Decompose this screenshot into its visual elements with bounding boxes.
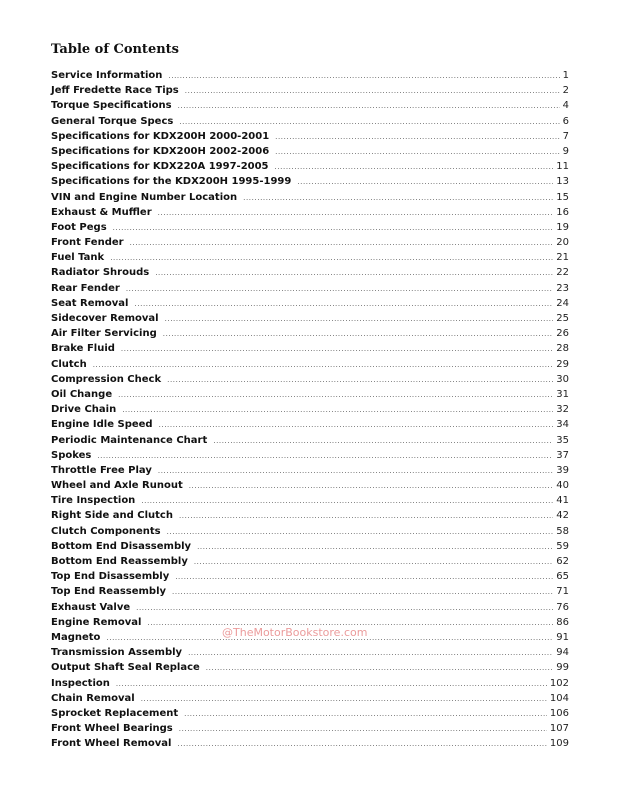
toc-dot-leader	[184, 707, 547, 722]
toc-entry-label: Bottom End Reassembly	[51, 556, 188, 567]
toc-entry[interactable]	[51, 584, 569, 599]
toc-entry[interactable]	[51, 265, 569, 280]
toc-entry-page-number: 6	[562, 115, 569, 127]
toc-entry[interactable]	[51, 402, 569, 417]
toc-entry[interactable]	[51, 554, 569, 569]
watermark: @TheMotorBookstore.com	[222, 626, 368, 639]
toc-entry-page-number: 32	[556, 404, 569, 416]
toc-entry-label: Bottom End Disassembly	[51, 540, 192, 552]
toc-entry[interactable]	[51, 372, 569, 387]
toc-entry[interactable]	[51, 463, 569, 478]
toc-entry[interactable]	[51, 220, 569, 235]
toc-entry-label: Front Wheel Bearings	[51, 723, 173, 735]
toc-entry-page-number: 1	[562, 70, 569, 81]
toc-dot-leader	[121, 342, 553, 357]
toc-dot-leader	[175, 570, 553, 585]
toc-entry-page-number: 9	[562, 145, 569, 157]
toc-entry-label: Jeff Fredette Race Tips	[51, 85, 179, 97]
toc-dot-leader	[113, 221, 554, 236]
toc-entry-page-number: 26	[556, 328, 569, 340]
toc-entry-page-number: 7	[562, 130, 569, 142]
toc-entry-label: Top End Disassembly	[51, 571, 170, 583]
toc-entry-page-number: 19	[556, 221, 569, 233]
toc-entry-page-number: 107	[549, 723, 569, 735]
toc-entry-page-number: 20	[556, 237, 569, 249]
toc-entry-label: Exhaust Valve	[51, 601, 131, 613]
toc-entry-page-number: 65	[556, 571, 569, 583]
toc-entry-label: Clutch	[51, 358, 87, 370]
toc-entry-page-number: 59	[556, 540, 569, 552]
toc-entry[interactable]	[51, 448, 569, 463]
toc-entry-label: Tire Inspection	[51, 495, 136, 507]
toc-dot-leader	[275, 130, 559, 145]
toc-entry[interactable]	[51, 387, 569, 402]
toc-entry-page-number: 23	[556, 282, 569, 294]
toc-entry-page-number: 91	[556, 631, 569, 643]
toc-dot-leader	[159, 418, 554, 433]
toc-dot-leader	[179, 115, 559, 130]
toc-entry-label: Right Side and Clutch	[51, 510, 173, 522]
toc-entry-page-number: 37	[556, 449, 569, 461]
toc-entry-label: Sidecover Removal	[51, 313, 159, 324]
toc-entry-label: Output Shaft Seal Replace	[51, 662, 200, 674]
toc-entry[interactable]	[51, 326, 569, 341]
toc-entry-page-number: 71	[556, 586, 569, 598]
toc-entry-label: Specifications for KDX220A 1997-2005	[51, 161, 269, 173]
toc-dot-leader	[167, 373, 553, 388]
toc-entry-label: Throttle Free Play	[51, 464, 152, 476]
toc-entry-page-number: 86	[556, 616, 569, 628]
toc-entry[interactable]	[51, 144, 569, 159]
toc-entry-label: Specifications for the KDX200H 1995-1999	[51, 176, 292, 188]
toc-dot-leader	[141, 494, 553, 509]
toc-entry-label: Specifications for KDX200H 2002-2006	[51, 145, 270, 157]
toc-dot-leader	[136, 601, 553, 616]
toc-entry-label: Rear Fender	[51, 282, 120, 294]
toc-entry-page-number: 62	[556, 556, 569, 567]
toc-entry[interactable]	[51, 341, 569, 356]
toc-entry[interactable]	[51, 68, 569, 83]
toc-entry-page-number: 34	[556, 419, 569, 431]
toc-entry-page-number: 22	[556, 267, 569, 279]
toc-dot-leader	[213, 434, 553, 449]
toc-dot-leader	[110, 251, 553, 266]
toc-entry-label: Specifications for KDX200H 2000-2001	[51, 130, 270, 142]
toc-entry-page-number: 41	[556, 495, 569, 507]
toc-entry-page-number: 104	[549, 692, 569, 704]
toc-entry-label: Chain Removal	[51, 692, 135, 704]
toc-entry[interactable]	[51, 721, 569, 736]
toc-dot-leader	[243, 191, 553, 206]
toc-entry[interactable]	[51, 296, 569, 311]
toc-dot-leader	[163, 327, 554, 342]
toc-dot-leader	[297, 175, 553, 190]
toc-entry-page-number: 39	[556, 464, 569, 476]
toc-entry-label: Oil Change	[51, 388, 113, 400]
toc-entry-label: Transmission Assembly	[51, 647, 183, 659]
toc-dot-leader	[141, 692, 547, 707]
page-title: Table of Contents	[51, 42, 179, 57]
toc-entry-label: Clutch Components	[51, 525, 161, 537]
toc-entry-label: Sprocket Replacement	[51, 707, 179, 719]
toc-entry-label: Radiator Shrouds	[51, 267, 150, 279]
toc-entry-page-number: 25	[556, 313, 569, 324]
toc-dot-leader	[275, 160, 554, 175]
toc-dot-leader	[185, 84, 560, 99]
toc-entry-page-number: 11	[556, 161, 569, 173]
toc-entry-label: General Torque Specs	[51, 115, 174, 127]
toc-entry-page-number: 40	[556, 480, 569, 492]
toc-dot-leader	[197, 540, 553, 555]
toc-entry-page-number: 31	[556, 388, 569, 400]
toc-dot-leader	[155, 266, 553, 281]
toc-entry-page-number: 15	[556, 191, 569, 203]
toc-entry[interactable]	[51, 645, 569, 660]
toc-dot-leader	[189, 479, 554, 494]
toc-entry-label: Drive Chain	[51, 404, 117, 416]
toc-dot-leader	[168, 69, 559, 84]
toc-dot-leader	[165, 312, 554, 327]
toc-entry[interactable]	[51, 478, 569, 493]
toc-dot-leader	[130, 236, 554, 251]
toc-entry-page-number: 21	[556, 252, 569, 264]
toc-entry[interactable]	[51, 235, 569, 250]
toc-entry[interactable]	[51, 676, 569, 691]
toc-entry-page-number: 30	[556, 373, 569, 385]
toc-entry-page-number: 58	[556, 525, 569, 537]
toc-dot-leader	[172, 585, 553, 600]
toc-entry[interactable]	[51, 660, 569, 675]
toc-entry[interactable]	[51, 159, 569, 174]
toc-entry-label: VIN and Engine Number Location	[51, 191, 238, 203]
toc-entry[interactable]	[51, 205, 569, 220]
toc-entry[interactable]	[51, 311, 569, 326]
toc-entry[interactable]	[51, 524, 569, 539]
toc-entry-label: Front Wheel Removal	[51, 738, 172, 750]
toc-dot-leader	[116, 677, 547, 692]
toc-entry-label: Spokes	[51, 449, 92, 461]
toc-dot-leader	[97, 449, 553, 464]
toc-entry[interactable]	[51, 539, 569, 554]
toc-entry[interactable]	[51, 493, 569, 508]
toc-dot-leader	[275, 145, 559, 160]
toc-entry[interactable]	[51, 417, 569, 432]
toc-entry-label: Exhaust & Muffler	[51, 206, 152, 218]
toc-list	[51, 68, 569, 751]
toc-entry[interactable]	[51, 83, 569, 98]
toc-dot-leader	[118, 388, 553, 403]
toc-entry-page-number: 76	[556, 601, 569, 613]
toc-dot-leader	[206, 661, 553, 676]
toc-entry-page-number: 29	[556, 358, 569, 370]
toc-dot-leader	[179, 509, 553, 524]
toc-entry-page-number: 109	[549, 738, 569, 750]
toc-dot-leader	[122, 403, 553, 418]
toc-dot-leader	[158, 206, 554, 221]
toc-entry-label: Inspection	[51, 677, 110, 689]
toc-entry-label: Foot Pegs	[51, 221, 107, 233]
toc-entry-label: Torque Specifications	[51, 100, 172, 112]
toc-entry-label: Brake Fluid	[51, 343, 115, 355]
toc-entry-page-number: 42	[556, 510, 569, 522]
toc-dot-leader	[179, 722, 547, 737]
toc-entry-page-number: 24	[556, 297, 569, 309]
toc-entry[interactable]	[51, 691, 569, 706]
toc-dot-leader	[167, 525, 554, 540]
toc-entry-page-number: 106	[549, 707, 569, 719]
toc-dot-leader	[158, 464, 553, 479]
toc-entry-label: Front Fender	[51, 237, 124, 249]
toc-entry-page-number: 102	[549, 677, 569, 689]
toc-entry-label: Air Filter Servicing	[51, 328, 157, 340]
toc-entry-page-number: 2	[562, 85, 569, 97]
toc-entry[interactable]	[51, 98, 569, 113]
toc-entry-label: Engine Removal	[51, 616, 142, 628]
toc-entry-label: Top End Reassembly	[51, 586, 167, 598]
toc-entry-label: Magneto	[51, 631, 101, 643]
toc-entry[interactable]	[51, 508, 569, 523]
toc-entry-page-number: 16	[556, 206, 569, 218]
toc-entry[interactable]	[51, 129, 569, 144]
toc-entry-label: Compression Check	[51, 373, 162, 385]
toc-entry-page-number: 35	[556, 434, 569, 446]
toc-entry-page-number: 13	[556, 176, 569, 188]
toc-dot-leader	[177, 737, 546, 752]
toc-entry[interactable]	[51, 600, 569, 615]
toc-entry-label: Service Information	[51, 70, 163, 81]
toc-dot-leader	[93, 358, 554, 373]
toc-entry-page-number: 28	[556, 343, 569, 355]
toc-entry[interactable]	[51, 281, 569, 296]
toc-entry[interactable]	[51, 736, 569, 751]
toc-entry[interactable]	[51, 357, 569, 372]
toc-entry[interactable]	[51, 706, 569, 721]
toc-entry[interactable]	[51, 174, 569, 189]
toc-entry-label: Wheel and Axle Runout	[51, 480, 183, 492]
toc-entry-page-number: 4	[562, 100, 569, 112]
toc-entry[interactable]	[51, 114, 569, 129]
toc-entry[interactable]	[51, 569, 569, 584]
toc-entry-label: Seat Removal	[51, 297, 129, 309]
toc-entry[interactable]	[51, 433, 569, 448]
toc-entry-page-number: 99	[556, 662, 569, 674]
toc-dot-leader	[134, 297, 553, 312]
toc-dot-leader	[194, 555, 553, 570]
toc-entry-label: Fuel Tank	[51, 252, 105, 264]
toc-entry-label: Engine Idle Speed	[51, 419, 153, 431]
toc-entry[interactable]	[51, 250, 569, 265]
toc-dot-leader	[126, 282, 553, 297]
toc-dot-leader	[188, 646, 553, 661]
toc-entry-label: Periodic Maintenance Chart	[51, 434, 208, 446]
toc-entry[interactable]	[51, 190, 569, 205]
toc-entry-page-number: 94	[556, 647, 569, 659]
toc-dot-leader	[178, 99, 560, 114]
